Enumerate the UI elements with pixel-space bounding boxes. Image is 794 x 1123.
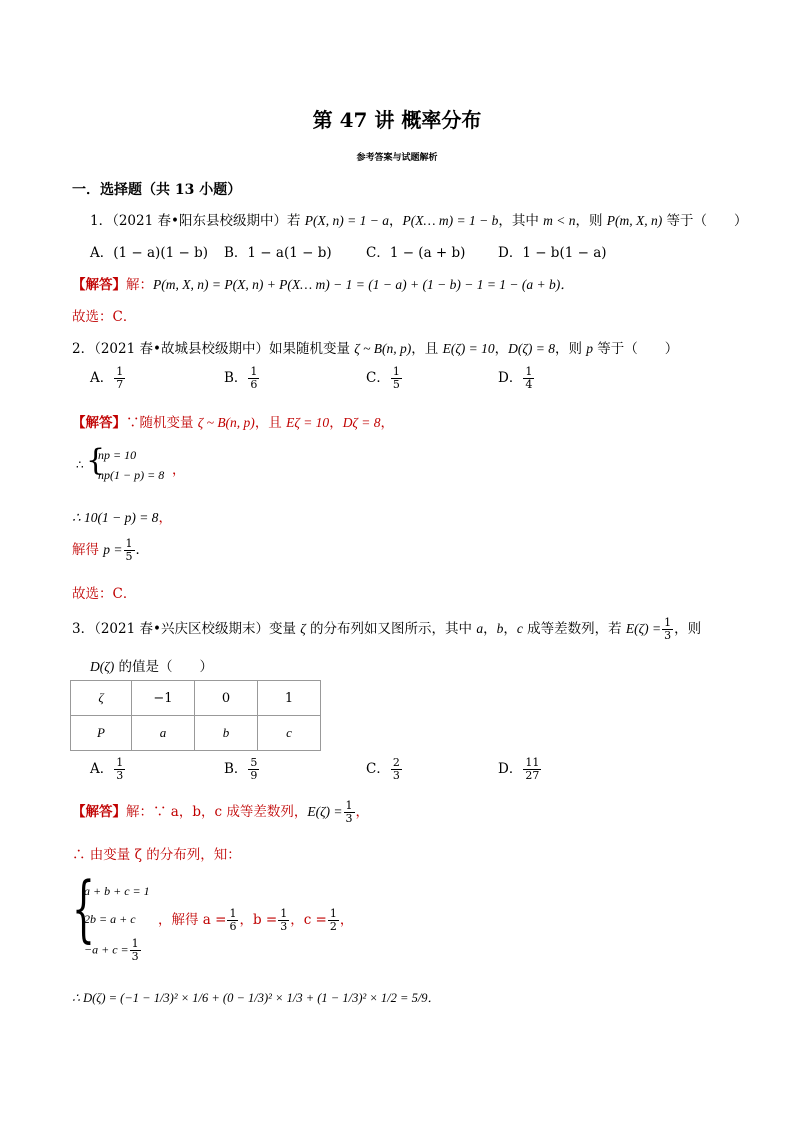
question-3-final: ∴ D(ζ) = (−1 − 1/3)² × 1/6 + (0 − 1/3)² × 1/3 + (1 − 1/3)² × 1/2 = 5/9． <box>72 991 441 1005</box>
question-3-option-c: C． $\frac{2}{3}$ <box>366 756 400 782</box>
question-3-stem-line2: D(ζ) 的值是（ ） <box>90 659 214 675</box>
question-2-option-a: A． $\frac{1}{7}$ <box>90 365 124 391</box>
question-2-step: ∴ 10(1 − p) = 8， <box>72 510 172 526</box>
question-1-option-b: B．1 − a(1 − b) <box>224 245 332 261</box>
question-3-option-d: D． $\frac{11}{27}$ <box>498 756 540 782</box>
question-2-choice: 故选：C． <box>72 586 137 602</box>
question-3-stem: 3．（2021 春•兴庆区校级期末）变量 ζ 的分布列如又图所示，其中 a，b，c 成等差数列，若 E(ζ) = $\frac{1}{3}$ ，则 <box>72 616 702 642</box>
question-2-option-c: C． $\frac{1}{5}$ <box>366 365 400 391</box>
question-3-option-a: A． $\frac{1}{3}$ <box>90 756 124 782</box>
table-cell: 1 <box>258 681 321 716</box>
page-title: 第 47 讲 概率分布 <box>312 108 482 132</box>
table-cell: a <box>132 716 195 751</box>
table-cell: c <box>258 716 321 751</box>
question-3-option-b: B． $\frac{5}{9}$ <box>224 756 258 782</box>
question-2-result: 解得 p = $\frac{1}{5}$ ． <box>72 537 150 563</box>
question-1-option-d: D．1 − b(1 − a) <box>498 245 607 261</box>
question-1-option-a: A．(1 − a)(1 − b) <box>90 245 208 261</box>
question-1-solution: 【解答】解：P(m, X, n) = P(X, n) + P(X… m) − 1 = (1 − a) + (1 − b) − 1 = 1 − (a + b)． <box>72 277 574 293</box>
left-brace: { <box>72 866 95 950</box>
question-3-system: { a + b + c = 1 2b = a + c −a + c = $\frac{1}{3}$ ，解得 a = $\frac{1}{6}$ ，b = $\frac{1}{3}$ ，c = $\frac{1}{2}$ ， <box>72 866 354 963</box>
table-row <box>71 681 321 716</box>
question-3-solution-line2: ∴ 由变量 ζ 的分布列，知： <box>72 847 241 863</box>
question-2-stem: 2．（2021 春•故城县校级期中）如果随机变量 ζ ~ B(n, p)，且 E(ζ) = 10，D(ζ) = 8，则 p 等于（ ） <box>72 341 679 357</box>
page-subtitle: 参考答案与试题解析 <box>356 153 438 163</box>
table-cell: ζ <box>71 681 132 716</box>
distribution-table <box>70 680 321 751</box>
question-2-solution: 【解答】∵随机变量 ζ ~ B(n, p)，且 Eζ = 10，Dζ = 8， <box>72 415 395 431</box>
question-1-stem: 1．（2021 春•阳东县校级期中）若 P(X, n) = 1 − a，P(X… m) = 1 − b，其中 m < n，则 P(m, X, n) 等于（ ） <box>90 213 748 229</box>
question-2-option-d: D． $\frac{1}{4}$ <box>498 365 533 391</box>
table-cell: b <box>195 716 258 751</box>
question-3-solution: 【解答】解：∵ a，b，c 成等差数列，E(ζ) = $\frac{1}{3}$ ， <box>72 799 370 825</box>
question-1-choice: 故选：C． <box>72 309 137 325</box>
question-2-option-b: B． $\frac{1}{6}$ <box>224 365 258 391</box>
table-row <box>71 716 321 751</box>
table-cell: −1 <box>132 681 195 716</box>
table-cell: 0 <box>195 681 258 716</box>
section-heading: 一．选择题（共 13 小题） <box>72 182 242 198</box>
question-1-option-c: C．1 − (a + b) <box>366 245 466 261</box>
left-brace: { <box>86 443 106 478</box>
table-cell: P <box>71 716 132 751</box>
